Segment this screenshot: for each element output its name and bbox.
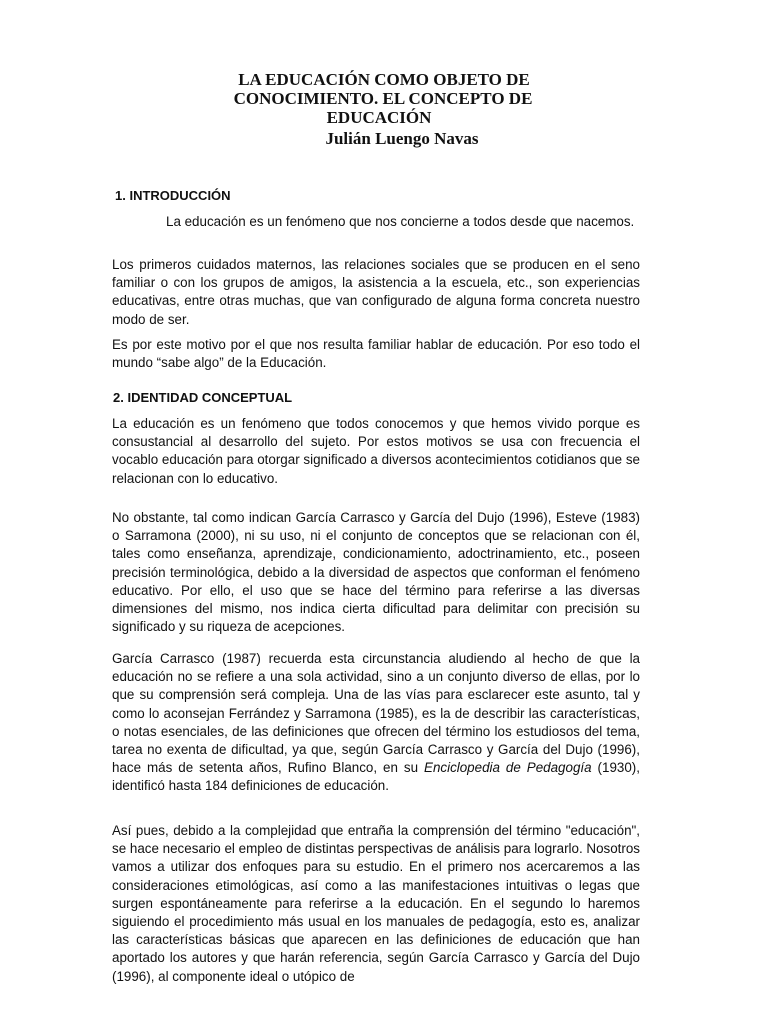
author-name: Julián Luengo Navas	[325, 129, 479, 148]
title-line-1: LA EDUCACIÓN COMO OBJETO DE	[238, 70, 530, 89]
paragraph	[112, 213, 640, 231]
paragraph: La educación es un fenómeno que todos conocemos y que hemos vivido porque es consustancial al desarrollo del sujeto. Por estos motivos se usa con frecuencia el vocablo educación para otorgar significado a diversos acontecimientos cotidianos que se relacionan con lo educativo.	[112, 416, 640, 486]
citation-rest: (1930), identificó hasta 184 definiciones de educación.	[112, 760, 640, 794]
paragraph-text: García Carrasco (1987) recuerda esta circunstancia aludiendo al hecho de que la educación no se refiere a una sola actividad, sino a un conjunto diverso de ellas, por lo que su comprensión será compleja. Una de las vías para esclarecer este asunto, tal y como lo aconsejan Ferrández y Sarramona (1985), es la de describir las características, o notas esenciales, de las definiciones que ofrecen del término los estudiosos del tema, tarea no exenta de dificultad, ya que, según García Carrasco y García del Dujo (1996), hace más de setenta años, Rufino Blanco, en su	[112, 651, 640, 776]
paragraph: No obstante, tal como indican García Carrasco y García del Dujo (1996), Esteve (1983) o Sarramona (2000), ni su uso, ni el conjunto de conceptos que se relacionan con él, tales como enseñanza, aprendizaje, condicionamiento, adoctrinamiento, etc., poseen precisión terminológica, debido a la diversidad de aspectos que conforman el fenómeno educativo. Por ello, el uso que se hace del término para referirse a las diversas dimensiones del mismo, nos indica cierta dificultad para delimitar con precisión su significado y su riqueza de acepciones.	[112, 510, 640, 635]
title-line-3: EDUCACIÓN	[326, 108, 432, 127]
paragraph	[112, 650, 640, 796]
document-title	[0, 70, 768, 148]
paragraph: Es por este motivo por el que nos resulta familiar hablar de educación. Por eso todo el mundo “sabe algo” de la Educación.	[112, 337, 640, 371]
paragraph-text: La educación es un fenómeno que nos concierne a todos desde que nacemos.	[166, 214, 635, 229]
paragraph: Así pues, debido a la complejidad que entraña la comprensión del término "educación", se hace necesario el empleo de distintas perspectivas de análisis para lograrlo. Nosotros vamos a utilizar dos enfoques para su estudio. En el primero nos acercaremos a las consideraciones etimológicas, así como a las manifestaciones intuitivas o legas que surgen espontáneamente para referirse a la educación. En el segundo lo haremos siguiendo el procedimiento más usual en los manuales de pedagogía, esto es, analizar las características básicas que aparecen en las definiciones de educación que han aportado los autores y que harán referencia, según García Carrasco y García del Dujo (1996), al componente ideal o utópico de	[112, 823, 640, 984]
section-heading-identidad: 2. IDENTIDAD CONCEPTUAL	[113, 390, 293, 405]
section-heading-introduccion: 1. INTRODUCCIÓN	[115, 188, 231, 203]
paragraph: Los primeros cuidados maternos, las relaciones sociales que se producen en el seno familiar o con los grupos de amigos, la asistencia a la escuela, etc., son experiencias educativas, entre otras muchas, que van configurado de alguna forma concreta nuestro modo de ser.	[112, 257, 640, 327]
title-line-2: CONOCIMIENTO. EL CONCEPTO DE	[233, 89, 533, 108]
citation-work-title: Enciclopedia de Pedagogía	[424, 760, 592, 776]
